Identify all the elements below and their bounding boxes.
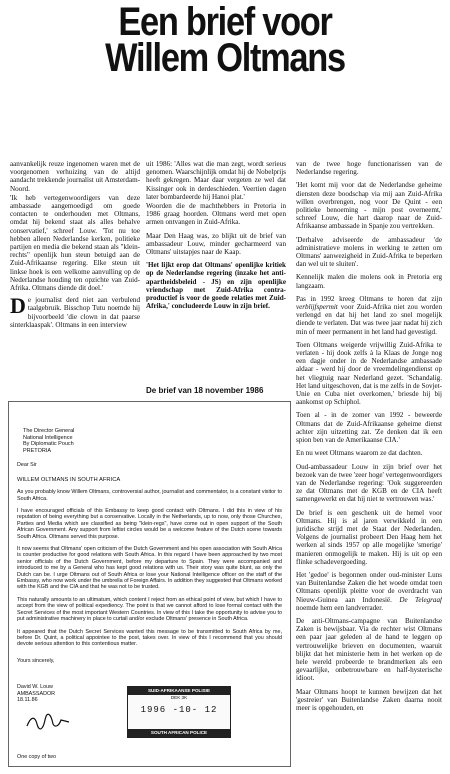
police-stamp bbox=[127, 686, 231, 738]
headline-line-2: Willem Oltmans bbox=[105, 36, 345, 80]
paragraph: Oud-ambassadeur Louw in zijn brief over het bezoek van de twee 'zeer hoge' vertegenwoordigers van de Nederlandse regering: 'Ook suggereerden ze dat Oltmans met de KGB en de CIA heeft samengewerkt en dat hij niet te vertrouwen was.' bbox=[296, 462, 442, 504]
paragraph: Woorden die de machthebbers in Pretoria in 1986 graag hoorden. Oltmans werd met open armen ontvangen in Zuid-Afrika. bbox=[146, 202, 286, 227]
paragraph: Maar Oltmans hoopt te kunnen bewijzen dat het 'gestreier' van Buitenlandse Zaken daarna nooit meer is opgehouden, en bbox=[296, 687, 442, 712]
stamp-date: 1996 -10- 12 bbox=[140, 705, 218, 716]
italic-run: De Telegraaf bbox=[399, 595, 442, 604]
letter-paragraph: This naturally amounts to an ultimatum, which content I reject from an ethical point of view, but which I have to accept from the view of political expediency. The point is that we cannot afford to lose formal contact with the Secret Services of the most important Western Countries. In view of this I take the opportunity to advise you to put administrative machinery in place to curtail and/or exclude Oltmans' presence in South Africa. bbox=[17, 596, 282, 623]
text-run: Pas in 1992 kreeg Oltmans te horen dat zijn bbox=[296, 294, 442, 303]
letter-paragraph: As you probably know Willem Oltmans, controversial author, journalist and commentator, is a constant visitor to South Africa. bbox=[17, 489, 282, 502]
italic-run: verblijfspermit bbox=[296, 303, 338, 312]
address-line: PRETORIA bbox=[23, 447, 52, 454]
letter-date: 18.11.86 bbox=[17, 697, 38, 704]
paragraph: Kennelijk malen die molens ook in Pretoria erg langzaam. bbox=[296, 273, 442, 290]
paragraph bbox=[296, 571, 442, 612]
letter-paragraph: It now seems that Oltmans' open criticism of the Dutch Government and his open association with South Africa is counter productive for good relations with South Africa. In this regard I have been approached by two most senior officials of the Dutch Government, before my departure to Spain. They were accompanied and introduced to me by a General who has kept good relations with us. Their story was quite blunt, as only the Dutch can be. I urge Oltmans out of South Africa or lose your National Intelligence officer on the staff of the Embassy, who now work under the umbrella of Foreign Affairs. In addition they suggested that Oltmans worked with the KGB and the CIA and that he was not to be trusted. bbox=[17, 546, 282, 591]
letter-subject: WILLEM OLTMANS IN SOUTH AFRICA bbox=[17, 476, 121, 483]
paragraph: Toen Oltmans weigerde vrijwillig Zuid-Afrika te verlaten - hij dook zelfs à la Klaas de Jonge nog een dagje onder in de Nederlandse ambassade aldaar - werd hij door de vreemdelingendienst op het vliegtuig naar Nederland gezet. 'Schandalig. Het land uitgeschoven, dat is me zelfs in de Sovjet-Unie en Cuba niet overkomen,' briesde hij bij aankomst op Schiphol. bbox=[296, 340, 442, 407]
paragraph: 'Ik heb vertegenwoordigers van deze ambassade aangemoedigd om goede contacten te onderhouden met Oltmans, omdat hij bekend staat als alles behalve conservatief,' schreef Louw. 'Tot nu toe hebben alleen Nederlandse kerken, politieke partijen en media die bekend staan als "klein-rechts" openlijk hun steun betuigd aan de Zuid-Afrikaanse regering. Elke steun uit linkse hoek is een welkome aanvulling op de Nederlandse houding ten opzichte van Zuid-Afrika. Oltmans diende dit doel.' bbox=[10, 193, 140, 293]
text-run: voor Zuid-Afrika niet zou worden verlengd en dat hij het land zo snel mogelijk diende te verlaten. Dat was twee jaar nadat hij zich min of meer permanent in het land had gevestigd. bbox=[296, 303, 442, 336]
headline-line-1: Een brief voor bbox=[118, 0, 332, 44]
letter-caption: De brief van 18 november 1986 bbox=[146, 386, 264, 395]
article-column-1 bbox=[10, 160, 140, 382]
stamp-sub: DEK 3K bbox=[170, 694, 188, 700]
letter-paragraph: I have encouraged officials of this Embassy to keep good contact with Oltmans. I did this in view of his reputation of being everything but a conservative. Locally in the Netherlands, up to now, only those Churches, Parties and Media which are classified as being "klein-regs", have come out in open support of the South African Government. Any support from leftist circles would be a welcome feature of the Dutch scene towards South Africa. Oltmans served this purpose. bbox=[17, 508, 282, 540]
paragraph-dropcap bbox=[10, 293, 140, 329]
paragraph: En nu weet Oltmans waarom ze dat dachten. bbox=[296, 449, 423, 458]
address-line: By Diplomatic Pouch bbox=[23, 441, 74, 448]
text-run: Het 'gedoe' is begonnen onder oud-minister Luns van Buitenlandse Zaken die het woede omdat toen Oltmans openlijk pleitte voor de overdracht van Nieuw-Guinea aan Indonesië. bbox=[296, 570, 442, 604]
paragraph: uit 1986: 'Alles wat die man zegt, wordt serieus genomen. Waarschijnlijk omdat hij de Nobelprijs heeft gekregen. Maar daar vergeten ze wel dat Kissinger ook in derdeschieden. Veertien dagen later bombardeerde hij Hanoi plat.' bbox=[146, 160, 286, 201]
paragraph: Maar Den Haag was, zo blijkt uit de brief van ambassadeur Louw, minder gecharmeerd van Oltmans' uitstapjes naar de Kaap. bbox=[146, 231, 286, 257]
paragraph: 'Het lijkt erop dat Oltmans' openlijke kritiek op de Nederlandse regering (inzake het anti-apartheidsbeleid - JS) en zijn openlijke vriendschap met Zuid-Afrika contra-productief is voor de goede relaties met Zuid-Afrika,' concludeerde Louw in zijn brief. bbox=[146, 261, 286, 311]
paragraph: 'Derhalve adviseerde de ambassadeur 'de administratieve molens in werking te zetten om Oltmans' aanwezigheid in Zuid-Afrika te beperken dan wel uit te sluiten'. bbox=[296, 235, 442, 269]
text-run: noemde hem een landverrader. bbox=[296, 603, 384, 612]
signatory-title: AMBASSADOR bbox=[17, 690, 56, 697]
copy-note: One copy of two bbox=[17, 753, 56, 760]
address-line: National Intelligence bbox=[23, 434, 73, 441]
paragraph: Toen al - in de zomer van 1992 - beweerde Oltmans dat de Zuid-Afrikaanse geheime dienst achter zijn uitzetting zat. 'Ze denken dat ik een spion ben van de Amerikaanse CIA.' bbox=[296, 411, 442, 445]
paragraph: 'Het komt mij voor dat de Nederlandse geheime diensten deze boodschap via mij aan Zuid-Afrika willen overbrengen, nog voor De Quint - een politieke benoeming - mijn post overneemt,' schreef Louw, die hart daarop naar de Zuid-Afrikaanse ambassade in Spanje zou vertrekken. bbox=[296, 181, 442, 231]
article-column-2 bbox=[146, 160, 286, 392]
headline bbox=[32, 0, 419, 80]
paragraph: De brief is een geschenk uit de hemel voor Oltmans. Hij is al jaren verwikkeld in een juridische strijd met de Staat der Nederlanden. Volgens de journalist probeert Den Haag hem het werken al sinds 1957 op alle mogelijke 'smerige' manieren onmogelijk te maken. Hij is uit op een flinke schadevergoeding. bbox=[296, 508, 442, 566]
paragraph bbox=[296, 295, 442, 336]
signatory-name: David W. Louw bbox=[17, 684, 53, 691]
signature-icon bbox=[25, 712, 73, 732]
paragraph-text: e journalist derd niet aan verbulend taalgebruik. Bisschop Tutu noemde hij bijvoorbeeld 'die clown in dat paarse sinterklaaspak'. Oltmans in een interview bbox=[10, 296, 140, 329]
drop-cap: D bbox=[10, 293, 26, 319]
paragraph: De anti-Oltmans-campagne van Buitenlandse Zaken is bewijsbaar. Via de rechter wist Oltmans een paar jaar geleden al de hand te leggen op vertrouwelijke brieven en documenten, waaruit blijkt dat het ministerie hem in het werken op de hele wereld probeerde te brandmerken als een gevaarlijke, onbetrouwbare en half-hysterische idioot. bbox=[296, 616, 442, 683]
article-column-3 bbox=[296, 160, 442, 766]
letter-address bbox=[23, 428, 282, 454]
letter-salutation: Dear Sir bbox=[17, 462, 37, 469]
stamp-bottom: SOUTH AFRICAN POLICE bbox=[128, 729, 230, 737]
letter-paragraph: It appeared that the Dutch Secret Services wanted this message to be transmitted to South Africa by me, before Dr. Quint, a political appointee to the post, takes over. In view of this I recommend that you should devote serious attention to this contentious matter. bbox=[17, 628, 282, 648]
address-line: The Director General bbox=[23, 428, 75, 434]
paragraph: aanvankelijk reuze ingenomen waren met de voorgenomen verhuizing van de altijd aandacht trekkende journalist uit Amsterdam-Noord. bbox=[10, 160, 140, 193]
stamp-top: SUID-AFRIKAANSE POLISIE bbox=[128, 687, 230, 695]
paragraph: van de twee hoge functionarissen van de Nederlandse regering. bbox=[296, 160, 442, 177]
letter-closing: Yours sincerely, bbox=[17, 657, 55, 664]
letter-facsimile bbox=[8, 401, 291, 767]
